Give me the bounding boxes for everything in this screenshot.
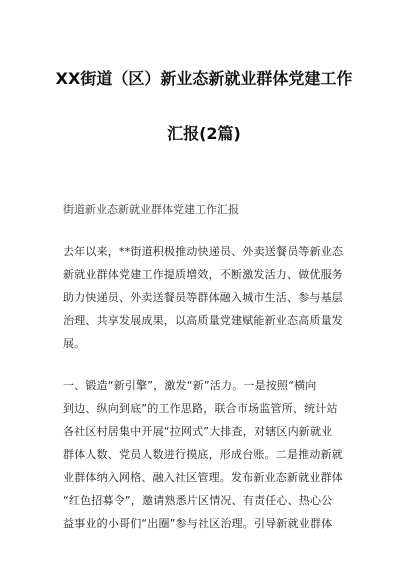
paragraph-2-line: 到边、纵向到底”的工作思路，联合市场监管所、统计站	[63, 402, 338, 415]
document-subtitle: 街道新业态新就业群体党建工作汇报	[63, 203, 239, 216]
paragraph-1-line: 去年以来，**街道积极推动快递员、外卖送餐员等新业态	[63, 245, 344, 258]
paragraph-2-line: 各社区村居集中开展“拉网式”大排查，对辖区内新就业	[63, 425, 333, 438]
document-title-line-2: 汇报(2篇)	[167, 124, 241, 143]
paragraph-2-line: 群体人数、党员人数进行摸底，形成台账。二是推动新就	[63, 448, 343, 461]
paragraph-2-line: “红色招募令”，邀请熟悉片区情况、有责任心、热心公	[63, 494, 333, 507]
document-title-line-1: XX街道（区）新业态新就业群体党建工作	[55, 69, 353, 88]
paragraph-1-line: 新就业群体党建工作提质增效，不断激发活力、做优服务	[63, 268, 343, 281]
paragraph-2-line: 一、锻造“新引擎”，激发“新”活力。一是按照“横向	[63, 379, 317, 392]
paragraph-1-line: 展。	[63, 337, 86, 350]
paragraph-2-line: 业群体纳入网格、融入社区管理。发布新业态新就业群体	[63, 471, 343, 484]
paragraph-1-line: 助力快递员、外卖送餐员等群体融入城市生活、参与基层	[63, 291, 343, 304]
paragraph-1-line: 治理、共享发展成果，以高质量党建赋能新业态高质量发	[63, 314, 343, 327]
paragraph-2-line: 益事业的小哥们“出圈”参与社区治理。引导新就业群体	[63, 517, 333, 530]
